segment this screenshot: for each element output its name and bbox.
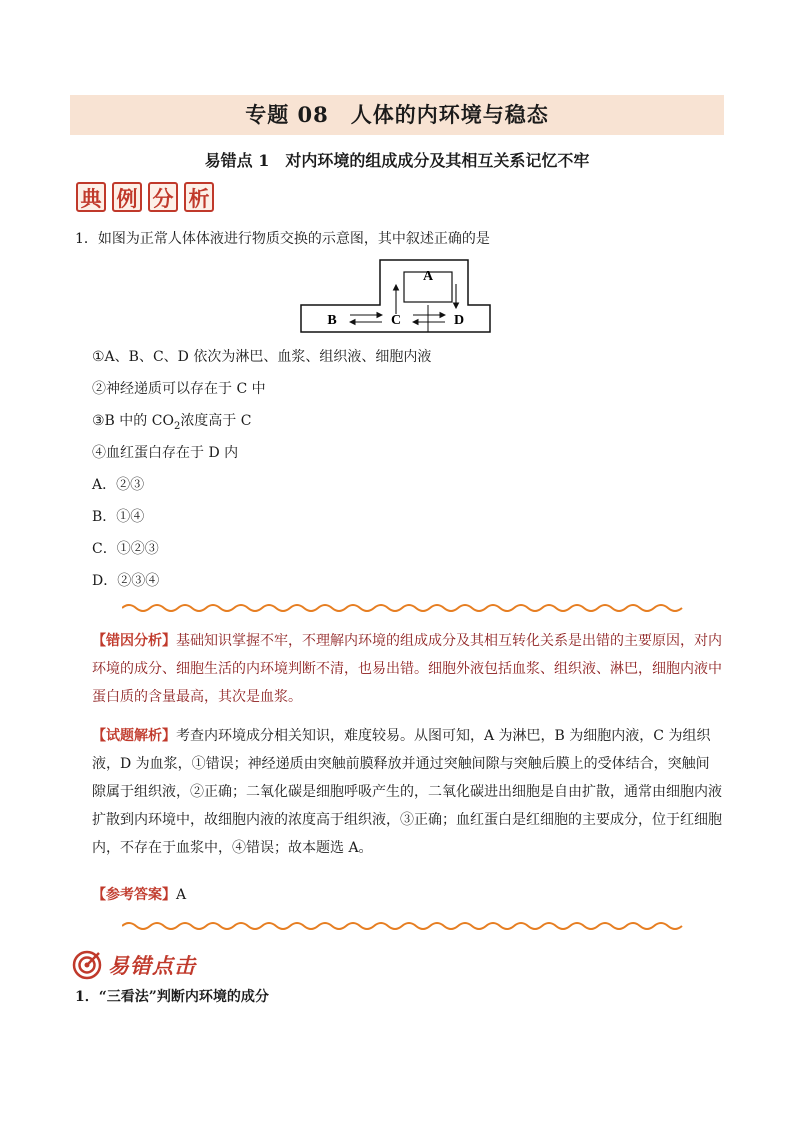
answer-tag: 【参考答案】	[92, 887, 176, 903]
error-analysis	[92, 627, 722, 711]
option-b: B．①④	[92, 509, 145, 525]
question-analysis	[92, 722, 722, 862]
badge-char: 典	[76, 182, 106, 212]
label-d: D	[453, 313, 465, 328]
badge-char: 析	[184, 182, 214, 212]
statement-1: ①A、B、C、D 依次为淋巴、血浆、组织液、细胞内液	[92, 349, 432, 365]
badge-char: 分	[148, 182, 178, 212]
analysis-text: 考查内环境成分相关知识，难度较易。从图可知，A 为淋巴，B 为细胞内液，C 为组织液，D 为血浆，①错误；神经递质由突触前膜释放并通过突触间隙与突触后膜上的受体结合，突触间隙属于组织液，②正确；二氧化碳是细胞呼吸产生的，二氧化碳进出细胞是自由扩散，通常由细胞内液扩散到内环境中，故细胞内液的浓度高于组织液，③正确；血红蛋白是红细胞的主要成分，位于红细胞内，不存在于血浆中，④错误；故本题选 A。	[92, 728, 722, 856]
subheading: 1．“三看法”判断内环境的成分	[75, 989, 269, 1005]
section-heading: 易错点 1 对内环境的组成成分及其相互关系记忆不牢	[204, 151, 590, 170]
label-b: B	[327, 313, 337, 328]
error-point-badge	[72, 950, 196, 980]
target-icon	[72, 950, 102, 980]
page-title: 专题 08 人体的内环境与稳态	[245, 102, 549, 127]
reference-answer	[92, 884, 186, 904]
option-c: C．①②③	[92, 541, 159, 557]
question-stem: 1．如图为正常人体体液进行物质交换的示意图，其中叙述正确的是	[75, 231, 490, 247]
wavy-divider	[122, 920, 688, 932]
label-c: C	[390, 313, 402, 328]
wavy-divider	[122, 602, 688, 614]
badge-char: 例	[112, 182, 142, 212]
statement-3: ③B 中的 $CO_2$浓度高于 C	[92, 413, 252, 432]
statement-2: ②神经递质可以存在于 C 中	[92, 381, 266, 397]
answer-value: A	[176, 887, 187, 903]
analysis-tag: 【试题解析】	[92, 728, 176, 744]
label-a: A	[422, 269, 434, 284]
error-analysis-tag: 【错因分析】	[92, 633, 176, 649]
statement-4: ④血红蛋白存在于 D 内	[92, 445, 239, 461]
option-d: D．②③④	[92, 573, 160, 589]
option-a: A．②③	[92, 477, 145, 493]
body-fluid-diagram	[300, 258, 492, 334]
error-analysis-text: 基础知识掌握不牢，不理解内环境的组成成分及其相互转化关系是出错的主要原因，对内环境的成分、细胞生活的内环境判断不清，也易出错。细胞外液包括血浆、组织液、淋巴，细胞内液中蛋白质的含量最高，其次是血浆。	[92, 633, 722, 705]
error-point-label: 易错点击	[108, 953, 196, 978]
